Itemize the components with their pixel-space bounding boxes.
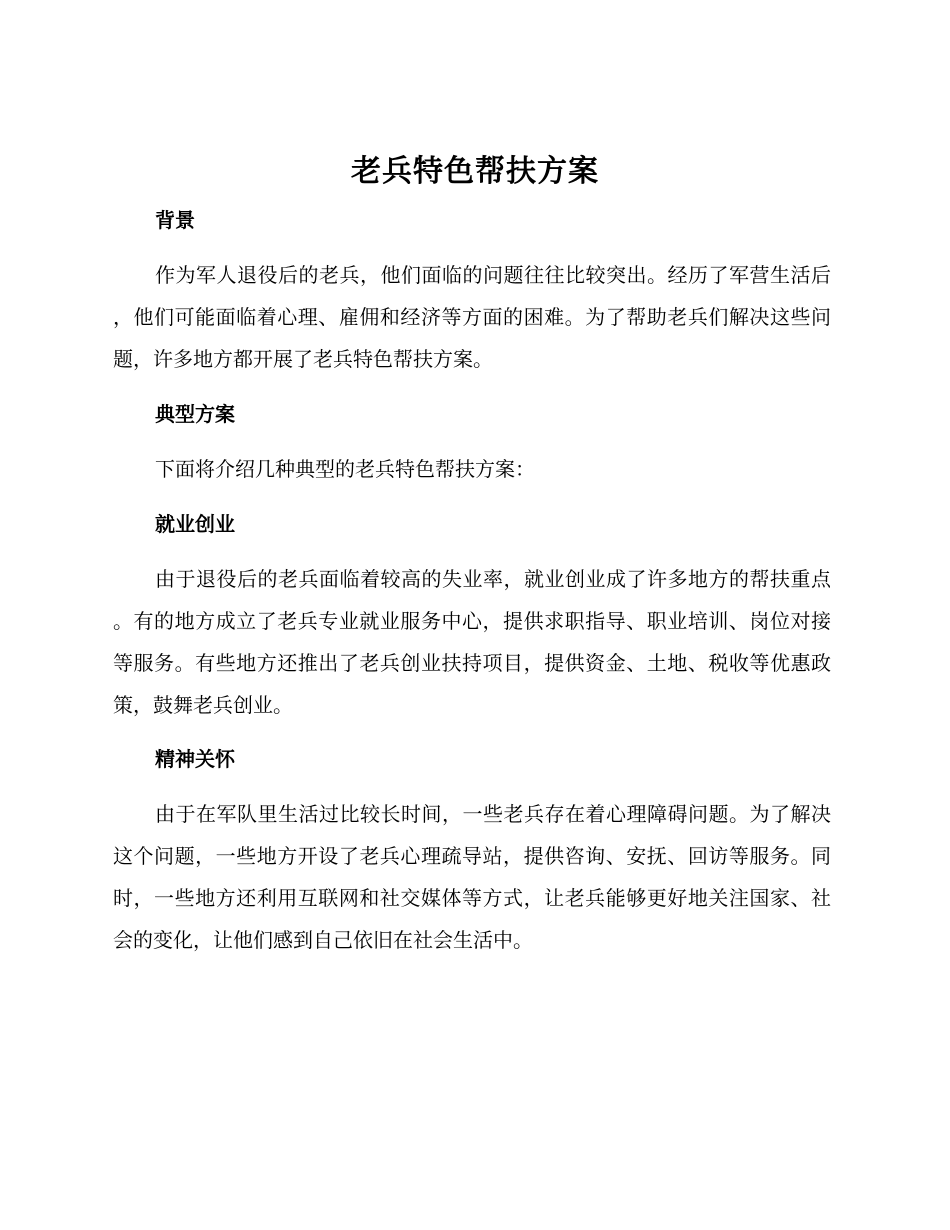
section-paragraph-employment: 由于退役后的老兵面临着较高的失业率，就业创业成了许多地方的帮扶重点。有的地方成立了老兵专业就业服务中心，提供求职指导、职业培训、岗位对接等服务。有些地方还推出了老兵创业扶持项目，提供资金、土地、税收等优惠政策，鼓舞老兵创业。	[113, 567, 831, 717]
document-title: 老兵特色帮扶方案	[351, 154, 599, 189]
section-paragraph-background: 作为军人退役后的老兵，他们面临的问题往往比较突出。经历了军营生活后，他们可能面临着心理、雇佣和经济等方面的困难。为了帮助老兵们解决这些问题，许多地方都开展了老兵特色帮扶方案。	[113, 263, 831, 371]
section-heading-background: 背景	[155, 208, 195, 232]
section-heading-spiritual-care: 精神关怀	[155, 747, 235, 771]
section-heading-employment: 就业创业	[155, 512, 235, 536]
section-heading-typical-plans: 典型方案	[155, 402, 235, 426]
section-paragraph-typical-plans: 下面将介绍几种典型的老兵特色帮扶方案：	[155, 457, 535, 481]
section-paragraph-spiritual-care: 由于在军队里生活过比较长时间，一些老兵存在着心理障碍问题。为了解决这个问题，一些地方开设了老兵心理疏导站，提供咨询、安抚、回访等服务。同时，一些地方还利用互联网和社交媒体等方式，让老兵能够更好地关注国家、社会的变化，让他们感到自己依旧在社会生活中。	[113, 802, 831, 952]
